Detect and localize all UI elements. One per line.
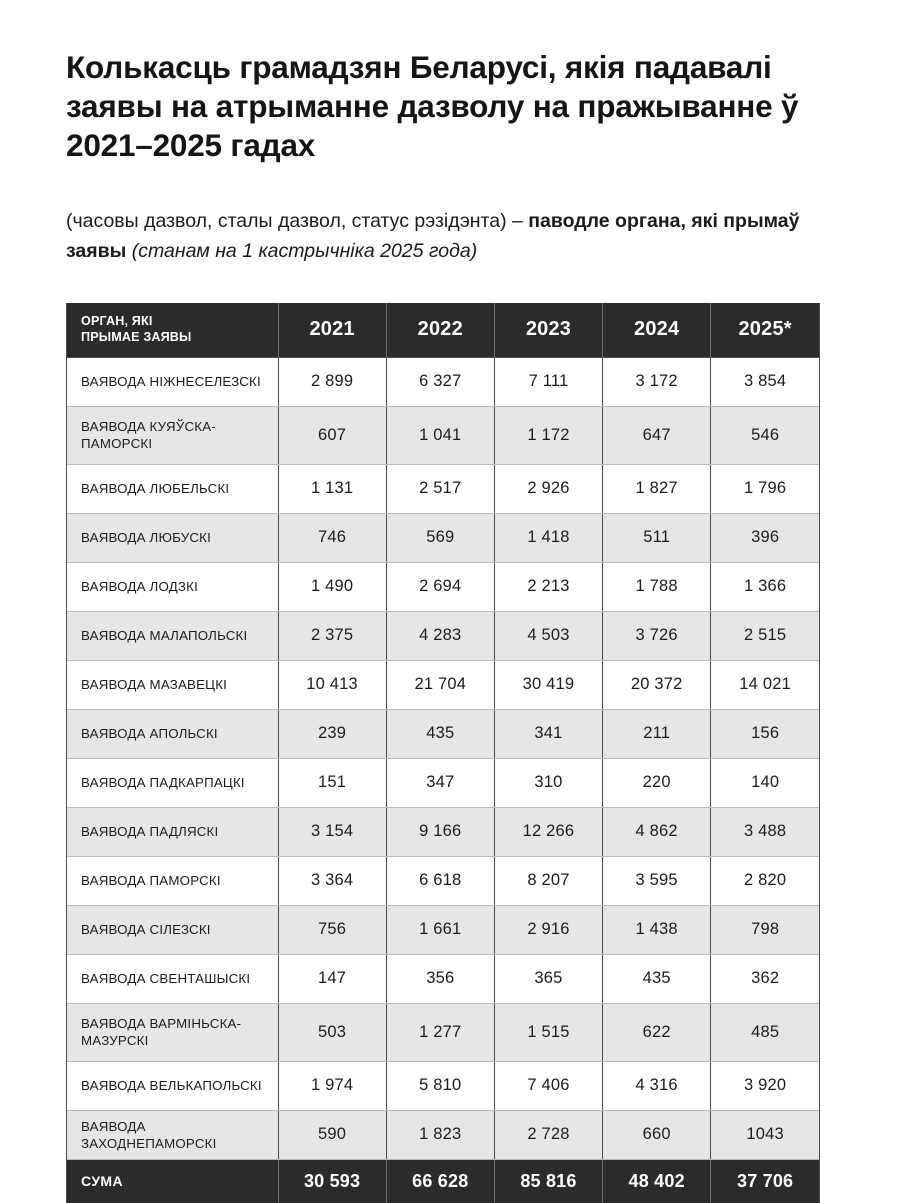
cell-2023: 365 xyxy=(494,954,602,1003)
cell-2023: 341 xyxy=(494,709,602,758)
row-label: ВАЯВОДА МАЗАВЕЦКІ xyxy=(67,660,278,709)
cell-2022: 2 694 xyxy=(386,562,494,611)
table-footer xyxy=(67,1159,819,1203)
cell-2025: 3 854 xyxy=(711,357,819,406)
subtitle-block xyxy=(66,206,834,266)
cell-2025: 156 xyxy=(711,709,819,758)
cell-2021: 590 xyxy=(278,1110,386,1159)
title-block xyxy=(66,48,826,165)
cell-2023: 2 213 xyxy=(494,562,602,611)
cell-2022: 2 517 xyxy=(386,464,494,513)
cell-2025: 14 021 xyxy=(711,660,819,709)
cell-2022: 6 618 xyxy=(386,856,494,905)
cell-2022: 569 xyxy=(386,513,494,562)
row-label: ВАЯВОДА ВЕЛЬКАПОЛЬСКІ xyxy=(67,1061,278,1110)
table-row xyxy=(67,357,819,406)
cell-2021: 2 375 xyxy=(278,611,386,660)
column-header-organ xyxy=(67,303,278,357)
cell-2024: 1 788 xyxy=(603,562,711,611)
cell-2024: 220 xyxy=(603,758,711,807)
cell-2024: 3 726 xyxy=(603,611,711,660)
cell-2025: 546 xyxy=(711,406,819,464)
cell-2022: 347 xyxy=(386,758,494,807)
row-label: ВАЯВОДА ЛЮБЕЛЬСКІ xyxy=(67,464,278,513)
cell-2024: 660 xyxy=(603,1110,711,1159)
table-row xyxy=(67,406,819,464)
cell-2023: 4 503 xyxy=(494,611,602,660)
cell-2024: 1 827 xyxy=(603,464,711,513)
column-header-2023: 2023 xyxy=(494,303,602,357)
cell-2022: 1 041 xyxy=(386,406,494,464)
permits-by-voivode-table xyxy=(67,303,819,1203)
cell-2021: 756 xyxy=(278,905,386,954)
cell-2023: 30 419 xyxy=(494,660,602,709)
total-2024: 48 402 xyxy=(603,1159,711,1203)
cell-2025: 396 xyxy=(711,513,819,562)
cell-2021: 2 899 xyxy=(278,357,386,406)
row-label: ВАЯВОДА КУЯЎСКА-ПАМОРСКІ xyxy=(67,406,278,464)
table-row xyxy=(67,660,819,709)
row-label: ВАЯВОДА НІЖНЕСЕЛЕЗСКІ xyxy=(67,357,278,406)
column-header-2021: 2021 xyxy=(278,303,386,357)
column-header-organ-line1: ОРГАН, ЯКІ xyxy=(81,314,153,329)
cell-2023: 1 515 xyxy=(494,1003,602,1061)
page-title: Колькасць грамадзян Беларусі, якія падавалі заявы на атрыманне дазволу на пражыванне ў 2021–2025 гадах xyxy=(66,49,799,163)
table-header xyxy=(67,303,819,357)
subtitle-italic-text: (станам на 1 кастрычніка 2025 года) xyxy=(126,240,478,262)
cell-2024: 435 xyxy=(603,954,711,1003)
cell-2025: 140 xyxy=(711,758,819,807)
cell-2023: 1 418 xyxy=(494,513,602,562)
row-label: ВАЯВОДА СІЛЕЗСКІ xyxy=(67,905,278,954)
cell-2025: 362 xyxy=(711,954,819,1003)
subtitle-plain-text: (часовы дазвол, сталы дазвол, статус рэзідэнта) – xyxy=(66,210,529,232)
row-label: ВАЯВОДА ЛЮБУСКІ xyxy=(67,513,278,562)
cell-2025: 485 xyxy=(711,1003,819,1061)
cell-2023: 7 111 xyxy=(494,357,602,406)
table-row xyxy=(67,856,819,905)
table-row xyxy=(67,464,819,513)
row-label: ВАЯВОДА ЛОДЗКІ xyxy=(67,562,278,611)
row-label: ВАЯВОДА МАЛАПОЛЬСКІ xyxy=(67,611,278,660)
subtitle-bold-text: паводле органа, які прымаў заявы xyxy=(66,210,800,262)
table-row xyxy=(67,513,819,562)
total-2022: 66 628 xyxy=(386,1159,494,1203)
cell-2022: 1 823 xyxy=(386,1110,494,1159)
column-header-organ-line2: ПРЫМАЕ ЗАЯВЫ xyxy=(81,329,192,344)
table-row xyxy=(67,954,819,1003)
cell-2025: 2 515 xyxy=(711,611,819,660)
row-label: ВАЯВОДА ВАРМІНЬСКА-МАЗУРСКІ xyxy=(67,1003,278,1061)
row-label: ВАЯВОДА ПАМОРСКІ xyxy=(67,856,278,905)
cell-2025: 3 488 xyxy=(711,807,819,856)
cell-2024: 20 372 xyxy=(603,660,711,709)
table-header-row xyxy=(67,303,819,357)
row-label: ВАЯВОДА СВЕНТАШЫСКІ xyxy=(67,954,278,1003)
cell-2021: 503 xyxy=(278,1003,386,1061)
cell-2021: 3 364 xyxy=(278,856,386,905)
table-row xyxy=(67,611,819,660)
cell-2022: 5 810 xyxy=(386,1061,494,1110)
cell-2021: 1 131 xyxy=(278,464,386,513)
cell-2021: 1 490 xyxy=(278,562,386,611)
row-label: ВАЯВОДА ПАДЛЯСКІ xyxy=(67,807,278,856)
cell-2022: 1 277 xyxy=(386,1003,494,1061)
cell-2021: 1 974 xyxy=(278,1061,386,1110)
total-2025: 37 706 xyxy=(711,1159,819,1203)
cell-2022: 1 661 xyxy=(386,905,494,954)
cell-2023: 2 728 xyxy=(494,1110,602,1159)
cell-2022: 9 166 xyxy=(386,807,494,856)
table-row xyxy=(67,905,819,954)
cell-2022: 6 327 xyxy=(386,357,494,406)
cell-2021: 746 xyxy=(278,513,386,562)
cell-2024: 4 316 xyxy=(603,1061,711,1110)
total-label: СУМА xyxy=(67,1159,278,1203)
column-header-2025: 2025* xyxy=(711,303,819,357)
total-2023: 85 816 xyxy=(494,1159,602,1203)
column-header-2022: 2022 xyxy=(386,303,494,357)
cell-2022: 4 283 xyxy=(386,611,494,660)
cell-2021: 147 xyxy=(278,954,386,1003)
cell-2024: 3 595 xyxy=(603,856,711,905)
cell-2021: 3 154 xyxy=(278,807,386,856)
cell-2024: 1 438 xyxy=(603,905,711,954)
cell-2025: 798 xyxy=(711,905,819,954)
cell-2021: 607 xyxy=(278,406,386,464)
cell-2023: 2 926 xyxy=(494,464,602,513)
cell-2025: 1 796 xyxy=(711,464,819,513)
table-row xyxy=(67,1003,819,1061)
row-label: ВАЯВОДА АПОЛЬСКІ xyxy=(67,709,278,758)
cell-2021: 151 xyxy=(278,758,386,807)
cell-2023: 12 266 xyxy=(494,807,602,856)
cell-2023: 7 406 xyxy=(494,1061,602,1110)
cell-2024: 647 xyxy=(603,406,711,464)
cell-2024: 622 xyxy=(603,1003,711,1061)
cell-2023: 310 xyxy=(494,758,602,807)
page-subtitle xyxy=(66,206,834,266)
table-row xyxy=(67,807,819,856)
cell-2025: 1 366 xyxy=(711,562,819,611)
row-label: ВАЯВОДА ПАДКАРПАЦКІ xyxy=(67,758,278,807)
cell-2024: 211 xyxy=(603,709,711,758)
cell-2022: 435 xyxy=(386,709,494,758)
table-row xyxy=(67,562,819,611)
table-row xyxy=(67,758,819,807)
cell-2021: 10 413 xyxy=(278,660,386,709)
cell-2023: 8 207 xyxy=(494,856,602,905)
table-row xyxy=(67,709,819,758)
cell-2023: 1 172 xyxy=(494,406,602,464)
column-header-2024: 2024 xyxy=(603,303,711,357)
table-body xyxy=(67,357,819,1159)
cell-2022: 21 704 xyxy=(386,660,494,709)
cell-2021: 239 xyxy=(278,709,386,758)
cell-2022: 356 xyxy=(386,954,494,1003)
cell-2024: 511 xyxy=(603,513,711,562)
cell-2024: 3 172 xyxy=(603,357,711,406)
data-table-container xyxy=(66,303,820,1203)
total-row xyxy=(67,1159,819,1203)
table-row xyxy=(67,1061,819,1110)
total-2021: 30 593 xyxy=(278,1159,386,1203)
row-label: ВАЯВОДА ЗАХОДНЕПАМОРСКІ xyxy=(67,1110,278,1159)
cell-2025: 2 820 xyxy=(711,856,819,905)
cell-2025: 3 920 xyxy=(711,1061,819,1110)
cell-2025: 1043 xyxy=(711,1110,819,1159)
table-row xyxy=(67,1110,819,1159)
cell-2024: 4 862 xyxy=(603,807,711,856)
cell-2023: 2 916 xyxy=(494,905,602,954)
